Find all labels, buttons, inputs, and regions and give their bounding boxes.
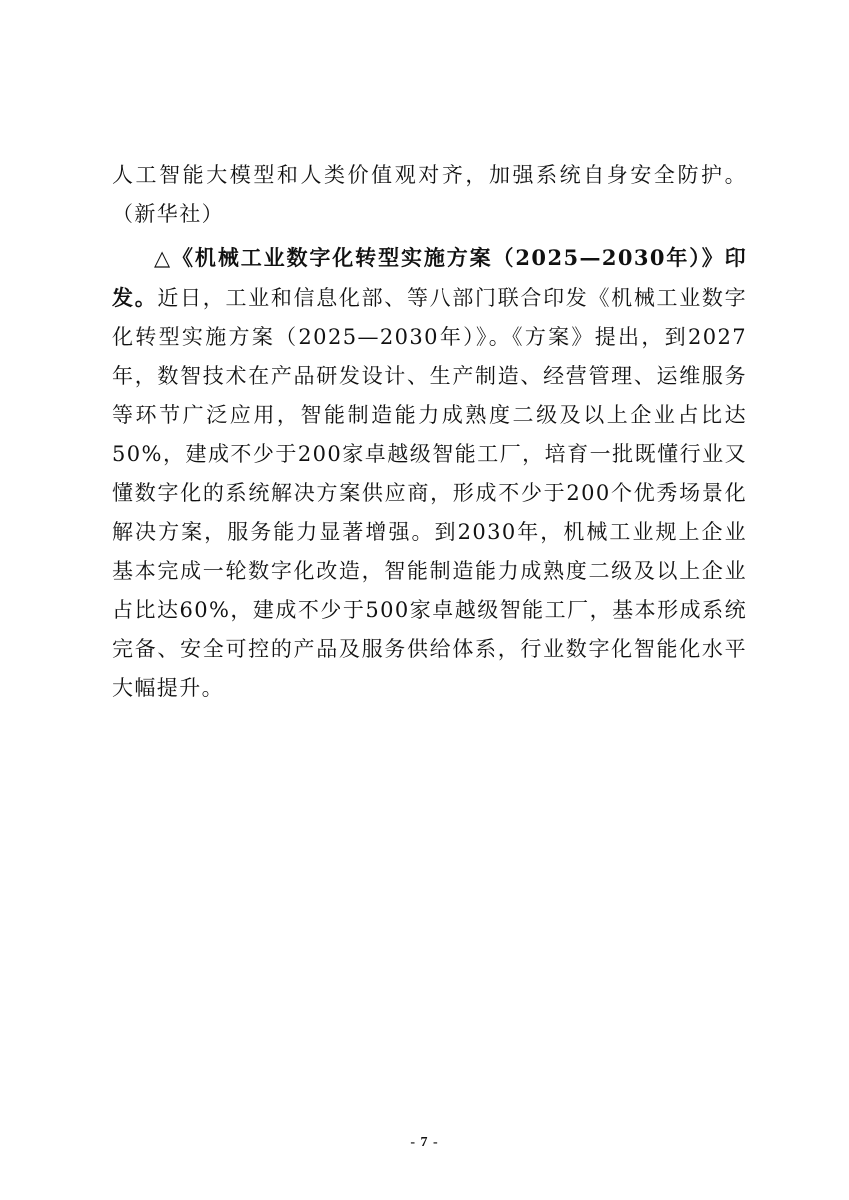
news-item-body: 近日，工业和信息化部、等八部门联合印发《机械工业数字化转型实施方案（2025—2030年）》。《方案》提出，到2027年，数智技术在产品研发设计、生产制造、经营管理、运维服务等环节广泛应用，智能制造能力成熟度二级及以上企业占比达50%，建成不少于200家卓越级智能工厂，培育一批既懂行业又懂数字化的系统解决方案供应商，形成不少于200个优秀场景化解决方案，服务能力显著增强。到2030年，机械工业规上企业基本完成一轮数字化改造，智能制造能力成熟度二级及以上企业占比达60%，建成不少于500家卓越级智能工厂，基本形成系统完备、安全可控的产品及服务供给体系，行业数字化智能化水平大幅提升。 xyxy=(112,286,747,700)
news-item-headline: △《机械工业数字化转型实施方案（2025—2030年）》印发。 xyxy=(112,245,747,310)
continuation-paragraph: 人工智能大模型和人类价值观对齐，加强系统自身安全防护。（新华社） xyxy=(112,163,747,226)
page-number: - 7 - xyxy=(410,1135,439,1150)
news-item-paragraph xyxy=(112,238,747,708)
